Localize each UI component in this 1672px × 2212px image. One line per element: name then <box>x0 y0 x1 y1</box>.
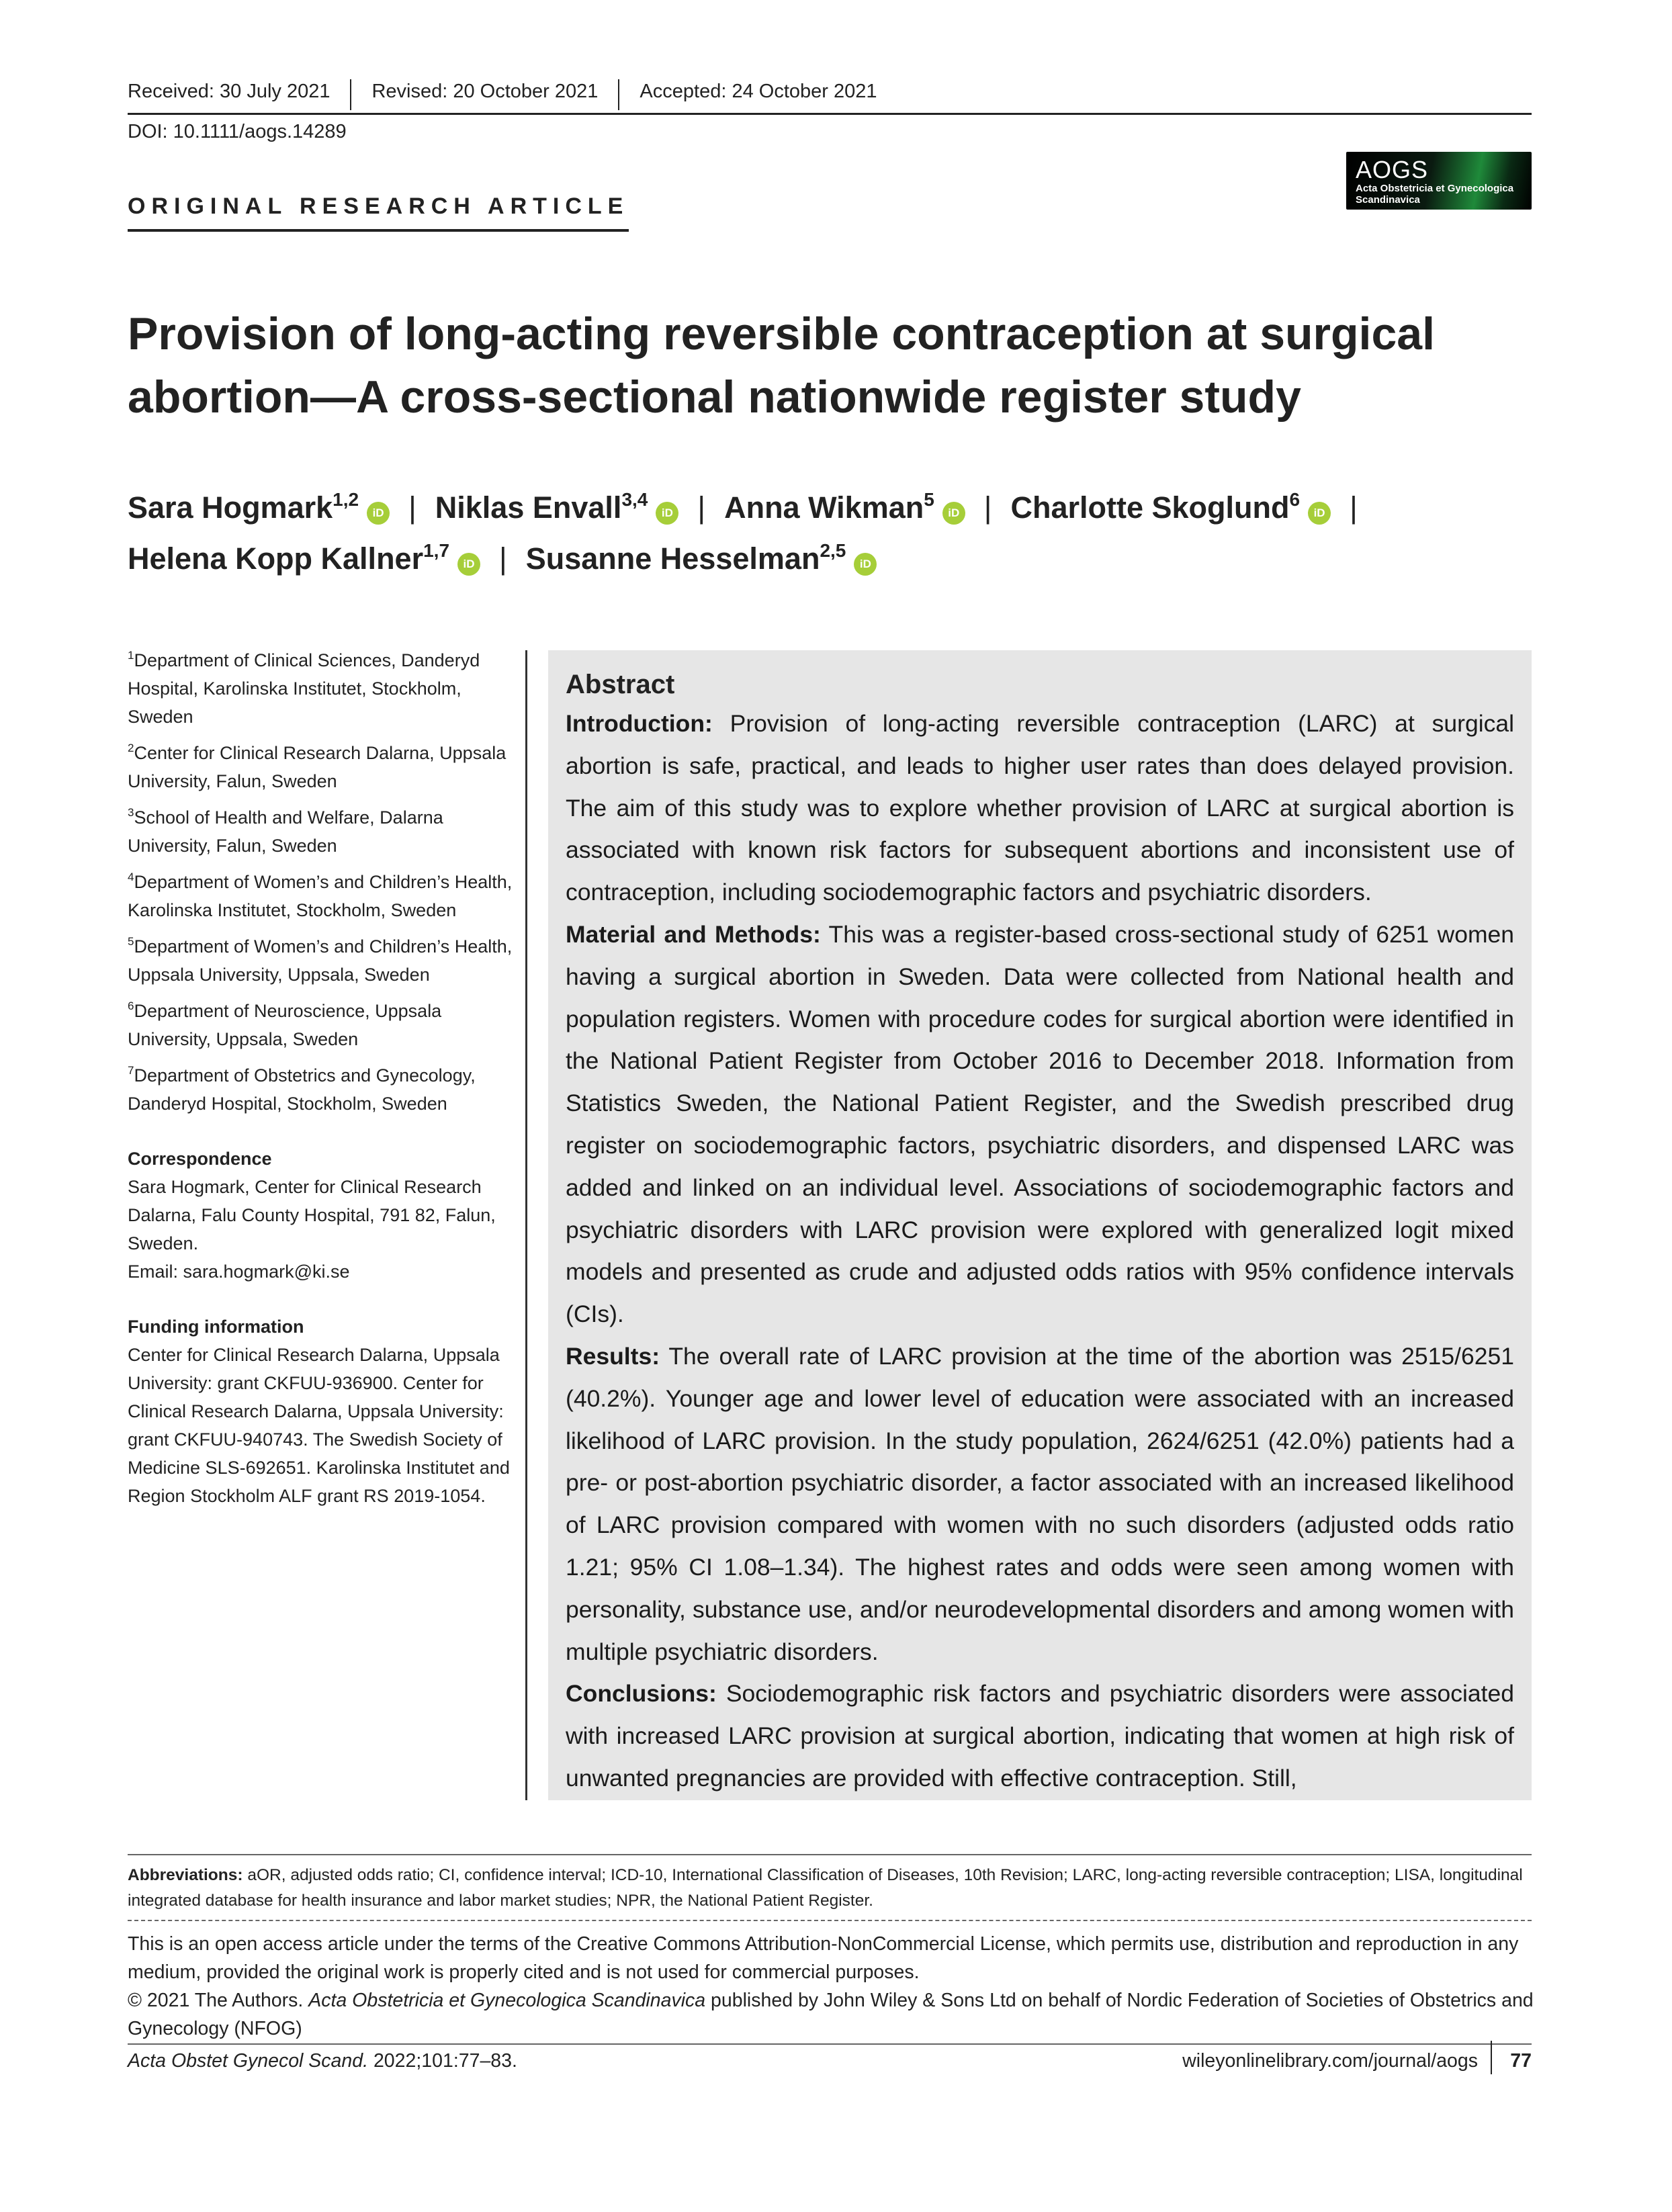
author <box>128 490 390 525</box>
abstract-results <box>566 1335 1514 1673</box>
author-affiliation-ref: 5 <box>924 489 934 510</box>
footer-rule <box>128 2043 1532 2045</box>
license-text: This is an open access article under the terms of the Creative Commons Attribution-NonCommercial License, which permits use, distribution and reproduction in any medium, provided the original work is properly cited and is not used for commercial purposes. <box>128 1933 1519 1983</box>
journal-abbrev: Acta Obstet Gynecol Scand. <box>128 2050 369 2072</box>
author <box>526 541 877 576</box>
journal-citation <box>128 2050 517 2072</box>
affiliation <box>128 646 517 731</box>
author-list <box>128 482 1552 584</box>
correspondence-text: Sara Hogmark, Center for Clinical Research Dalarna, Falu County Hospital, 791 82, Falun, Sweden. <box>128 1177 496 1253</box>
author-affiliation-ref: 1,2 <box>333 489 359 510</box>
author-affiliation-ref: 2,5 <box>820 540 846 561</box>
license-notice <box>128 1930 1538 2043</box>
author-separator: | <box>983 490 992 525</box>
affiliation-text: Department of Women’s and Children’s Health, Karolinska Institutet, Stockholm, Sweden <box>128 872 513 920</box>
affiliations-sidebar <box>128 646 517 1510</box>
author-name[interactable]: Niklas Envall <box>435 490 622 525</box>
article-title: Provision of long-acting reversible contraception at surgical abortion—A cross-sectional nationwide register study <box>128 308 1435 423</box>
received-date: Received: 30 July 2021 <box>128 81 331 102</box>
funding-heading: Funding information <box>128 1317 304 1337</box>
logo-journal-name <box>1356 183 1513 206</box>
affiliation-text: Department of Women’s and Children’s Health, Uppsala University, Uppsala, Sweden <box>128 936 513 985</box>
orcid-icon[interactable]: iD <box>1308 502 1331 525</box>
orcid-icon[interactable]: iD <box>656 502 678 525</box>
abbreviations-text: aOR, adjusted odds ratio; CI, confidence interval; ICD-10, International Classification of Diseases, 10th Revision; LARC, long-acting reversible contraception; LISA, longitudinal integrated database for health insurance and labor market studies; NPR, the National Patient Register. <box>128 1866 1523 1910</box>
page-number-divider <box>1491 2041 1492 2074</box>
article-dates <box>128 79 1532 115</box>
author-affiliation-ref: 1,7 <box>423 540 450 561</box>
doi[interactable]: DOI: 10.1111/aogs.14289 <box>128 121 347 142</box>
affiliation-number: 4 <box>128 871 134 883</box>
orcid-icon[interactable]: iD <box>457 553 480 576</box>
author-separator: | <box>697 490 706 525</box>
page-number: 77 <box>1510 2050 1532 2072</box>
column-divider <box>525 650 527 1800</box>
dashed-divider <box>128 1920 1532 1921</box>
author-affiliation-ref: 3,4 <box>621 489 648 510</box>
author <box>128 541 480 576</box>
abbreviations-footnote <box>128 1863 1532 1914</box>
author <box>1011 490 1331 525</box>
volume-pages: 2022;101:77–83. <box>368 2050 517 2072</box>
journal-logo[interactable] <box>1346 152 1532 210</box>
correspondence-heading: Correspondence <box>128 1149 272 1169</box>
section-label: Introduction: <box>566 710 713 737</box>
affiliation-text: School of Health and Welfare, Dalarna University, Falun, Sweden <box>128 807 443 856</box>
section-text: Provision of long-acting reversible contraception (LARC) at surgical abortion is safe, practical, and leads to higher user rates than does delayed provision. The aim of this study was to explore whether provision of LARC at surgical abortion is associated with known risk factors for subsequent abortions and inconsistent use of contraception, including sociodemographic factors and psychiatric disorders. <box>566 710 1514 906</box>
revised-date: Revised: 20 October 2021 <box>350 79 618 110</box>
abstract-introduction <box>566 703 1514 914</box>
abbreviations-label: Abbreviations: <box>128 1866 243 1884</box>
section-label: Material and Methods: <box>566 920 821 948</box>
footnote-rule <box>128 1854 1532 1855</box>
affiliation-number: 7 <box>128 1064 134 1077</box>
affiliation <box>128 803 517 860</box>
section-label: Results: <box>566 1342 660 1370</box>
affiliation <box>128 739 517 795</box>
author-name[interactable]: Sara Hogmark <box>128 490 333 525</box>
copyright-post: published by John Wiley & Sons Ltd on behalf of Nordic Federation of Societies of Obstetrics and Gynecology (NFOG) <box>128 1990 1534 2039</box>
author-affiliation-ref: 6 <box>1289 489 1301 510</box>
author-separator: | <box>1350 490 1358 525</box>
affiliation-number: 2 <box>128 742 134 754</box>
logo-acronym: AOGS <box>1356 156 1429 183</box>
logo-journal-line2: Scandinavica <box>1356 194 1420 206</box>
copyright-text <box>128 1986 1538 2043</box>
author-name[interactable]: Helena Kopp Kallner <box>128 541 424 576</box>
article-type: ORIGINAL RESEARCH ARTICLE <box>128 193 629 232</box>
author-name[interactable]: Charlotte Skoglund <box>1010 490 1290 525</box>
orcid-icon[interactable]: iD <box>854 553 877 576</box>
orcid-icon[interactable]: iD <box>942 502 965 525</box>
affiliation-text: Department of Neuroscience, Uppsala University, Uppsala, Sweden <box>128 1001 442 1049</box>
journal-url[interactable]: wileyonlinelibrary.com/journal/aogs <box>1182 2050 1478 2072</box>
abstract-conclusions <box>566 1673 1514 1799</box>
abstract-box <box>548 650 1532 1800</box>
section-text: This was a register-based cross-sectional study of 6251 women having a surgical abortion in Sweden. Data were collected from National health and population registers. Women with procedure codes for surgical abortion were identified in the National Patient Register from October 2016 to December 2018. Information from Statistics Sweden, the National Patient Register, and the Swedish prescribed drug register on sociodemographic factors, psychiatric disorders, and dispensed LARC was added and linked on an individual level. Associations of sociodemographic factors and psychiatric disorders with LARC provision were explored with generalized logit mixed models and presented as crude and adjusted odds ratios with 95% confidence intervals (CIs). <box>566 920 1514 1328</box>
affiliation-number: 5 <box>128 935 134 948</box>
author-name[interactable]: Susanne Hesselman <box>525 541 820 576</box>
affiliation <box>128 1061 517 1118</box>
section-text: Sociodemographic risk factors and psychiatric disorders were associated with increased LARC provision at surgical abortion, indicating that women at high risk of unwanted pregnancies are provided with effective contraception. Still, <box>566 1680 1514 1791</box>
abstract-content <box>566 668 1514 1800</box>
section-label: Conclusions: <box>566 1680 717 1708</box>
affiliation-text: Department of Obstetrics and Gynecology, Danderyd Hospital, Stockholm, Sweden <box>128 1065 476 1114</box>
logo-journal-line1: Acta Obstetricia et Gynecologica <box>1356 183 1514 194</box>
affiliation-number: 1 <box>128 649 134 662</box>
author-name[interactable]: Anna Wikman <box>724 490 924 525</box>
affiliation-text: Department of Clinical Sciences, Danderyd Hospital, Karolinska Institutet, Stockholm, Sweden <box>128 650 480 727</box>
affiliation-number: 3 <box>128 806 134 819</box>
correspondence-email[interactable]: Email: sara.hogmark@ki.se <box>128 1262 350 1282</box>
section-text: The overall rate of LARC provision at the time of the abortion was 2515/6251 (40.2%). Younger age and lower level of education were associated with an increased likelihood of LARC provision. In the study population, 2624/6251 (42.0%) patients had a pre- or post-abortion psychiatric disorder, a factor associated with an increased likelihood of LARC provision compared with women with no such disorders (adjusted odds ratio 1.21; 95% CI 1.08–1.34). The highest rates and odds were seen among women with personality, substance use, and/or neurodevelopmental disorders and among women with multiple psychiatric disorders. <box>566 1342 1514 1665</box>
affiliation <box>128 932 517 989</box>
copyright-journal: Acta Obstetricia et Gynecologica Scandinavica <box>308 1990 706 2011</box>
affiliation <box>128 868 517 924</box>
abstract-heading: Abstract <box>566 670 675 699</box>
accepted-date: Accepted: 24 October 2021 <box>618 79 897 110</box>
author-separator: | <box>408 490 416 525</box>
affiliation-number: 6 <box>128 1000 134 1012</box>
author <box>435 490 679 525</box>
affiliation-text: Center for Clinical Research Dalarna, Uppsala University, Falun, Sweden <box>128 743 507 791</box>
author <box>724 490 965 525</box>
copyright-pre: © 2021 The Authors. <box>128 1990 309 2011</box>
funding-text: Center for Clinical Research Dalarna, Uppsala University: grant CKFUU-936900. Center for Clinical Research Dalarna, Uppsala University: grant CKFUU-940743. The Swedish Society of Medicine SLS-692651. Karolinska Institutet and Region Stockholm ALF grant RS 2019-1054. <box>128 1345 510 1506</box>
affiliation <box>128 997 517 1053</box>
author-separator: | <box>499 541 507 576</box>
abstract-methods <box>566 914 1514 1335</box>
orcid-icon[interactable]: iD <box>367 502 390 525</box>
